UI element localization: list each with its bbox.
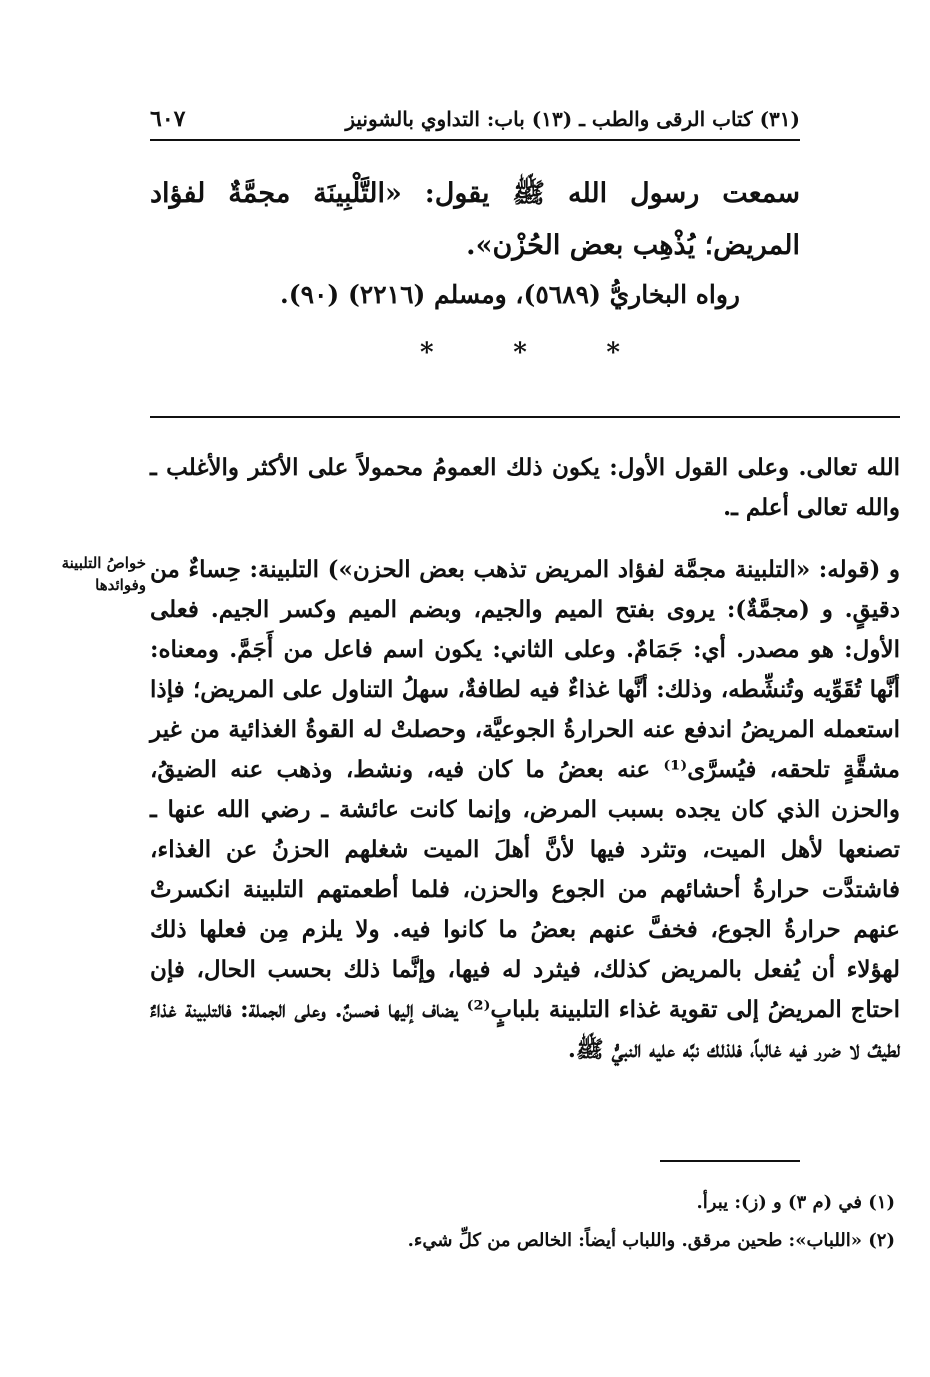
footnotes <box>150 1184 895 1260</box>
margin-note: خواصُ التلبينة وفوائدها <box>61 554 146 594</box>
page-number: ٦٠٧ <box>150 106 186 132</box>
footnote-rule <box>660 1160 800 1162</box>
asterisk-ornament: * <box>606 338 620 368</box>
header-rule <box>150 139 800 141</box>
commentary-body <box>150 448 900 1070</box>
asterisk-ornament: * <box>513 338 527 368</box>
section-separator <box>420 338 620 368</box>
commentary-divider <box>150 416 900 418</box>
running-header <box>150 104 800 134</box>
paragraph-gap <box>150 528 900 550</box>
commentary-paragraph: و (قوله: «التلبينة مجمَّة لفؤاد المريض تذهب بعض الحزن») التلبينة: حِساءٌ من دقيقٍ. و (مجمَّةٌ): يروى بفتح الميم والجيم، وبضم الميم وكسر الجيم. فعلى الأول: هو مصدر. أي: جَمَامٌ. وعلى الثاني: يكون اسم فاعل من أَجَمَّ. ومعناه: أنَّها تُقَوِّيه وتُنشِّطه، وذلك: أنَّها غذاءٌ فيه لطافةٌ، سهلُ التناول على المريض؛ فإذا استعمله المريضُ اندفع عنه الحرارةُ الجوعيَّة، وحصلتْ له القوةُ الغذائية من غير مشقَّةٍ تلحقه، فيُسرَّى⁽¹⁾ عنه بعضُ ما كان فيه، ونشط، وذهب عنه الضيقُ، والحزن الذي كان يجده بسبب المرض، وإنما كانت عائشة ـ رضي الله عنها ـ تصنعها لأهل الميت، وتثرد فيها لأنَّ أهلَ الميت شغلهم الحزنُ عن الغذاء، فاشتدَّت حرارةُ أحشائهم من الجوع والحزن، فلما أطعمتهم التلبينة انكسرتْ عنهم حرارةُ الجوع، فخفَّ عنهم بعضُ ما كانوا فيه. ولا يلزم مِن فعلها ذلك لهؤلاء أن يُفعل بالمريض كذلك، فيثرد له فيها، وإنَّما ذلك بحسب الحال، فإن احتاج المريضُ إلى تقوية غذاء التلبينة بلبابٍ⁽²⁾ يضاف إليها فحسنٌ. وعلى الجملة: فالتلبينة غذاءٌ لطيفٌ لا ضرر فيه غالباً، فلذلك نبَّه عليه النبيُّ ﷺ. <box>150 556 900 1063</box>
commentary-paragraph: الله تعالى. وعلى القول الأول: يكون ذلك العمومُ محمولاً على الأكثر والأغلب ـ والله تعالى أعلم ـ. <box>150 454 900 521</box>
footnote-1: (١) في (م ٣) و (ز): يبرأ. <box>696 1192 895 1213</box>
hadith-text: سمعت رسول الله ﷺ يقول: «التَّلْبِينَة مجمَّةٌ لفؤاد المريض؛ يُذْهِب بعض الحُزْن». <box>150 178 800 261</box>
asterisk-ornament: * <box>420 338 434 368</box>
footnote-2: (٢) «اللباب»: طحين مرقق. واللباب أيضاً: الخالص من كلِّ شيء. <box>407 1230 895 1251</box>
narration-reference: رواه البخاريُّ (٥٦٨٩)، ومسلم (٢٢١٦) (٩٠). <box>280 280 740 309</box>
chapter-title: (٣١) كتاب الرقى والطب ـ (١٣) باب: التداوي بالشونيز <box>345 107 800 131</box>
